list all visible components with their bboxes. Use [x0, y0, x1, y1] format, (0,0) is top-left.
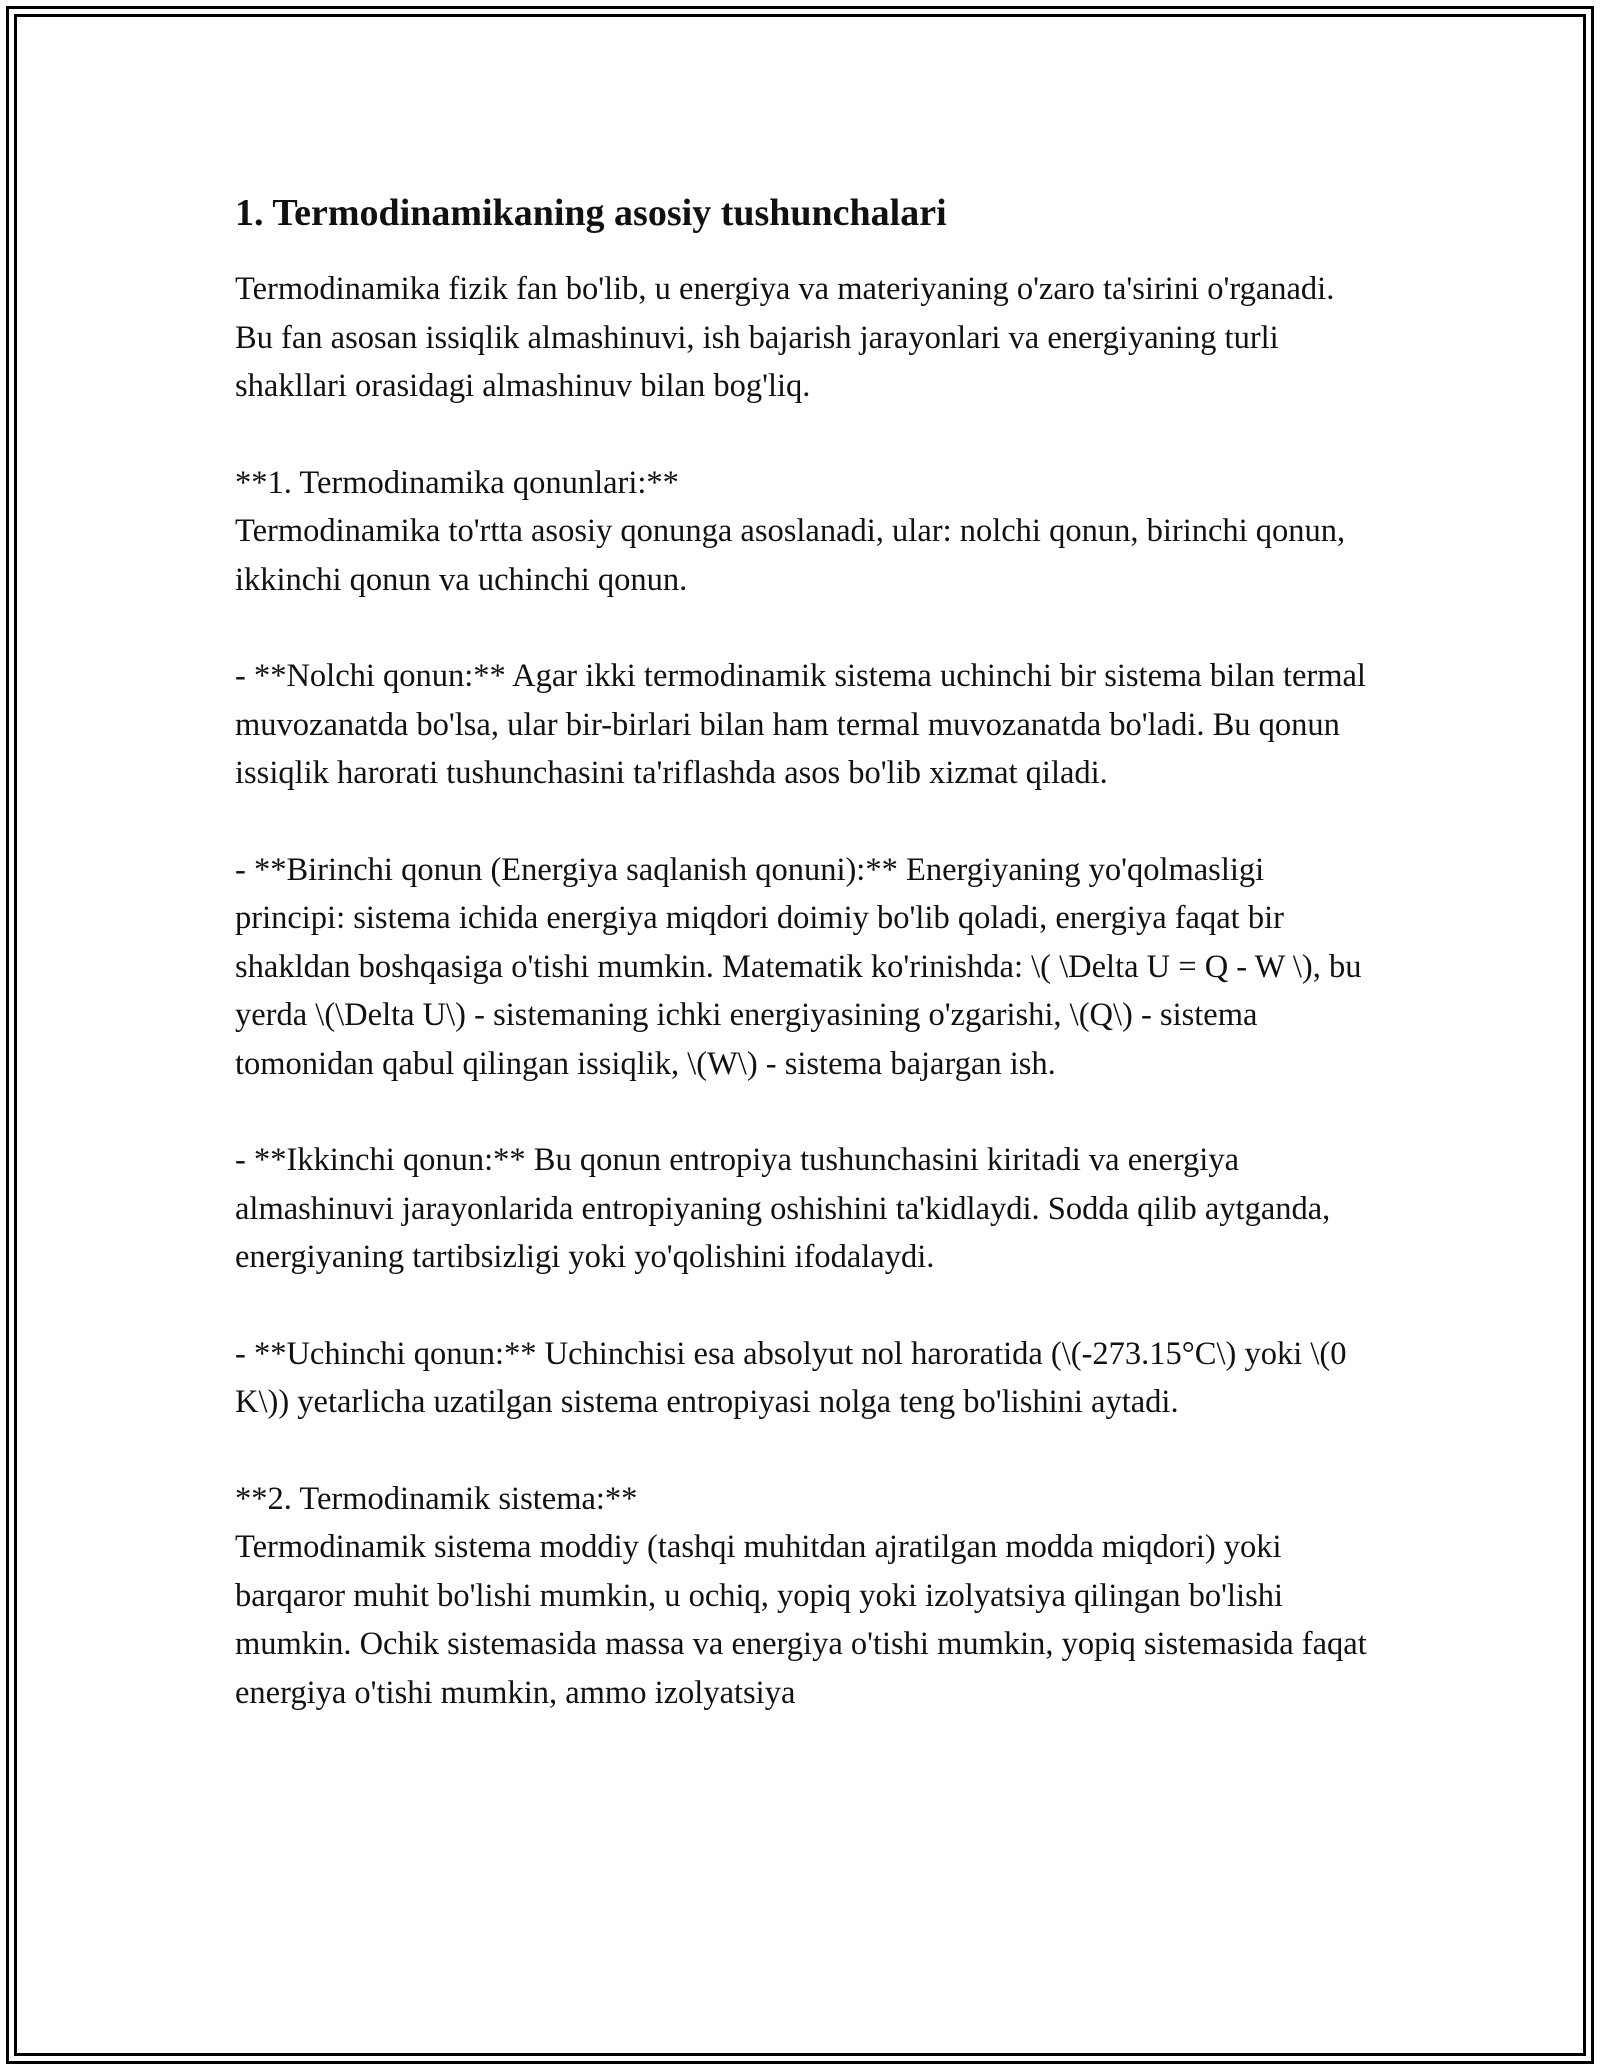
paragraph-zeroth-law: - **Nolchi qonun:** Agar ikki termodinamik sistema uchinchi bir sistema bilan termal muvozanatda bo'lsa, ular bir-birlari bilan ham termal muvozanatda bo'ladi. Bu qonun issiqlik harorati tushunchasini ta'riflashda asos bo'lib xizmat qiladi. — [235, 658, 1366, 791]
paragraph-second-law: - **Ikkinchi qonun:** Bu qonun entropiya tushunchasini kiritadi va energiya almashinuvi jarayonlarida entropiyaning oshishini ta'kidlaydi. Sodda qilib aytganda, energiyaning tartibsizligi yoki yo'qolishini ifodalaydi. — [235, 1142, 1331, 1275]
paragraph-system — [235, 1475, 1375, 1718]
system-text: Termodinamik sistema moddiy (tashqi muhitdan ajratilgan modda miqdori) yoki barqaror muhit bo'lishi mumkin, u ochiq, yopiq yoki izolyatsiya qilingan bo'lishi mumkin. Ochik sistemasida massa va energiya o'tishi mumkin, yopiq sistemasida faqat energiya o'tishi mumkin, ammo izolyatsiya — [235, 1529, 1367, 1711]
paragraph-laws-overview — [235, 459, 1375, 605]
paragraph-third-law: - **Uchinchi qonun:** Uchinchisi esa absolyut nol haroratida (\(-273.15°C\) yoki \(0 K\)) yetarlicha uzatilgan sistema entropiyasi nolga teng bo'lishini aytadi. — [235, 1335, 1347, 1420]
paragraph-intro: Termodinamika fizik fan bo'lib, u energiya va materiyaning o'zaro ta'sirini o'rganadi. Bu fan asosan issiqlik almashinuvi, ish bajarish jarayonlari va energiyaning turli shakllari orasidagi almashinuv bilan bog'liq. — [235, 271, 1335, 404]
subheading-laws: **1. Termodinamika qonunlari:** — [235, 464, 679, 501]
document-body — [235, 185, 1375, 1717]
paragraph-first-law: - **Birinchi qonun (Energiya saqlanish qonuni):** Energiyaning yo'qolmasligi principi: sistema ichida energiya miqdori doimiy bo'lib qoladi, energiya faqat bir shakldan boshqasiga o'tishi mumkin. Matematik ko'rinishda: \( \Delta U = Q - W \), bu yerda \(\Delta U\) - sistemaning ichki energiyasining o'zgarishi, \(Q\) - sistema tomonidan qabul qilingan issiqlik, \(W\) - sistema bajargan ish. — [235, 851, 1362, 1082]
section-heading: 1. Termodinamikaning asosiy tushunchalari — [235, 192, 947, 234]
laws-intro-text: Termodinamika to'rtta asosiy qonunga asoslanadi, ular: nolchi qonun, birinchi qonun, ikkinchi qonun va uchinchi qonun. — [235, 513, 1346, 598]
subheading-system: **2. Termodinamik sistema:** — [235, 1480, 638, 1517]
